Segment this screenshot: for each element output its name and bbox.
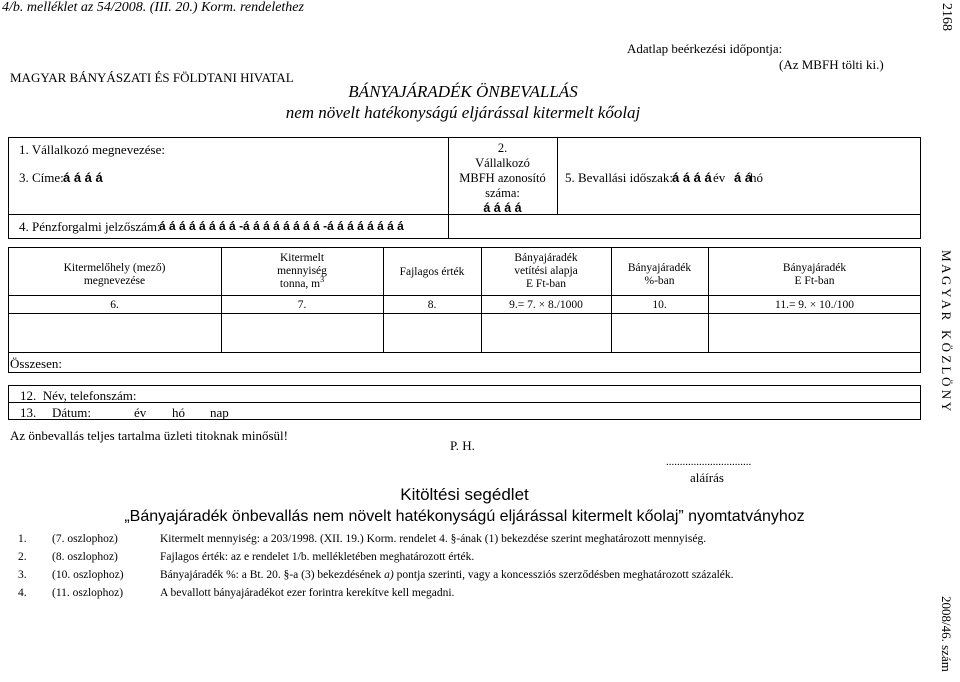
company-id-label bbox=[448, 141, 557, 216]
bank-account-label: 4. Pénzforgalmi jelzőszám: bbox=[19, 219, 161, 234]
filled-by-office-note: (Az MBFH tölti ki.) bbox=[779, 57, 884, 72]
address-boxes[interactable]: á á á á bbox=[63, 170, 103, 185]
bank-account-boxes[interactable]: á á á á á á á á -á á á á á á á á -á á á á á á á á bbox=[159, 219, 404, 233]
help-item-number: 2. bbox=[18, 551, 27, 563]
date-month-unit: hó bbox=[172, 405, 185, 420]
header-royalty-base bbox=[481, 252, 611, 291]
header-line: Fajlagos érték bbox=[399, 266, 465, 278]
journal-name: M A G Y A R K Ö Z L Ö N Y bbox=[939, 250, 954, 412]
receipt-date-label: Adatlap beérkezési időpontja: bbox=[627, 41, 783, 56]
date-label-number: 13. bbox=[20, 405, 37, 420]
help-item-text-part: pontja szerinti, vagy a koncessziós szerződésben meghatározott százalék. bbox=[393, 569, 734, 581]
period-month-unit: hó bbox=[750, 170, 763, 185]
col-number: 8. bbox=[427, 299, 437, 311]
total-label: Összesen: bbox=[10, 356, 62, 371]
header-line: vetítési alapja bbox=[514, 265, 578, 277]
company-id-label-line: MBFH azonosító bbox=[459, 171, 546, 185]
table-number-separator bbox=[8, 313, 921, 314]
authority-name: MAGYAR BÁNYÁSZATI ÉS FÖLDTANI HIVATAL bbox=[10, 70, 294, 85]
header-royalty-amount bbox=[708, 262, 921, 288]
help-item-column: (10. oszlophoz) bbox=[52, 569, 124, 581]
company-box-divider-2 bbox=[557, 137, 558, 214]
header-line: Bányajáradék bbox=[782, 262, 847, 274]
header-specific-value bbox=[383, 266, 481, 279]
header-quantity bbox=[221, 252, 383, 291]
period-label: 5. Bevallási időszak: bbox=[565, 170, 673, 185]
company-id-label-line: Vállalkozó bbox=[475, 156, 530, 170]
confidentiality-note: Az önbevallás teljes tartalma üzleti titoknak minősül! bbox=[10, 428, 288, 443]
help-item-column: (8. oszlophoz) bbox=[52, 551, 118, 563]
company-id-label-line: 2. bbox=[497, 141, 508, 155]
address-label: 3. Címe: bbox=[19, 170, 64, 185]
help-item-number: 1. bbox=[18, 533, 27, 545]
issue-number: 2008/46. szám bbox=[939, 596, 954, 672]
help-item-text-italic: a) bbox=[384, 569, 394, 581]
table-header-separator bbox=[8, 295, 921, 296]
help-item-column: (7. oszlophoz) bbox=[52, 533, 118, 545]
header-line: tonna, $m^3$ bbox=[279, 275, 325, 290]
period-year-boxes[interactable]: á á á á bbox=[672, 170, 712, 185]
header-line: Bányajáradék bbox=[514, 252, 578, 264]
declarant-separator bbox=[8, 402, 921, 403]
help-subtitle: „Bányajáradék önbevallás nem növelt hatékonyságú eljárással kitermelt kőolaj” nyomtatványhoz bbox=[124, 508, 805, 525]
date-day-unit: nap bbox=[210, 405, 229, 420]
company-id-label-line: száma: bbox=[485, 186, 520, 200]
help-title: Kitöltési segédlet bbox=[400, 485, 529, 504]
signature-line: ............................... bbox=[666, 456, 752, 468]
col-number: 10. bbox=[652, 299, 667, 311]
header-line: megnevezése bbox=[83, 275, 146, 287]
header-line: mennyiség bbox=[277, 265, 327, 277]
form-title: BÁNYAJÁRADÉK ÖNBEVALLÁS bbox=[348, 82, 578, 101]
date-label: Dátum: bbox=[52, 405, 91, 420]
help-item-text: Fajlagos érték: az e rendelet 1/b. mellékletében meghatározott érték. bbox=[160, 551, 475, 563]
col-number: 6. bbox=[110, 299, 119, 311]
form-subtitle: nem növelt hatékonyságú eljárással kitermelt kőolaj bbox=[285, 103, 641, 122]
header-royalty-percent bbox=[611, 262, 708, 288]
period-year-unit: év bbox=[713, 170, 726, 185]
help-item-text: A bevallott bányajáradékot ezer forintra kerekítve kell megadni. bbox=[160, 587, 455, 599]
help-item-text bbox=[160, 569, 734, 581]
header-line: Bányajáradék bbox=[627, 262, 692, 274]
page-number: 2168 bbox=[939, 3, 954, 31]
stamp-placeholder: P. H. bbox=[450, 438, 475, 453]
header-line: Kitermelőhely (mező) bbox=[63, 262, 166, 274]
help-item-text-part: Bányajáradék %: a Bt. 20. §-a (3) bekezdésének bbox=[160, 569, 385, 581]
header-site-name bbox=[8, 262, 221, 288]
help-item-number: 4. bbox=[18, 587, 27, 599]
period-month-boxes[interactable]: á á bbox=[734, 170, 753, 185]
table-total-separator bbox=[8, 352, 921, 353]
header-line: Kitermelt bbox=[279, 252, 325, 264]
company-id-boxes[interactable]: á á á á bbox=[483, 201, 522, 215]
date-year-unit: év bbox=[134, 405, 147, 420]
name-phone-label: 12. Név, telefonszám: bbox=[20, 388, 137, 403]
col-number: 9.= 7. × 8./1000 bbox=[509, 299, 583, 311]
annex-reference: 4/b. melléklet az 54/2008. (III. 20.) Korm. rendelethez bbox=[2, 0, 304, 15]
company-name-label: 1. Vállalkozó megnevezése: bbox=[19, 142, 165, 157]
signature-label: aláírás bbox=[690, 470, 724, 485]
col-number: 11.= 9. × 10./100 bbox=[775, 299, 854, 311]
header-line: %-ban bbox=[644, 275, 675, 287]
help-item-text: Kitermelt mennyiség: a 203/1998. (XII. 19.) Korm. rendelet 4. §-ának (1) bekezdése szerint meghatározott mennyiség. bbox=[160, 533, 707, 545]
col-number: 7. bbox=[297, 299, 307, 311]
help-item-column: (11. oszlophoz) bbox=[52, 587, 124, 599]
header-line: E Ft-ban bbox=[794, 275, 835, 287]
header-line: E Ft-ban bbox=[526, 278, 566, 290]
help-item-number: 3. bbox=[18, 569, 27, 581]
